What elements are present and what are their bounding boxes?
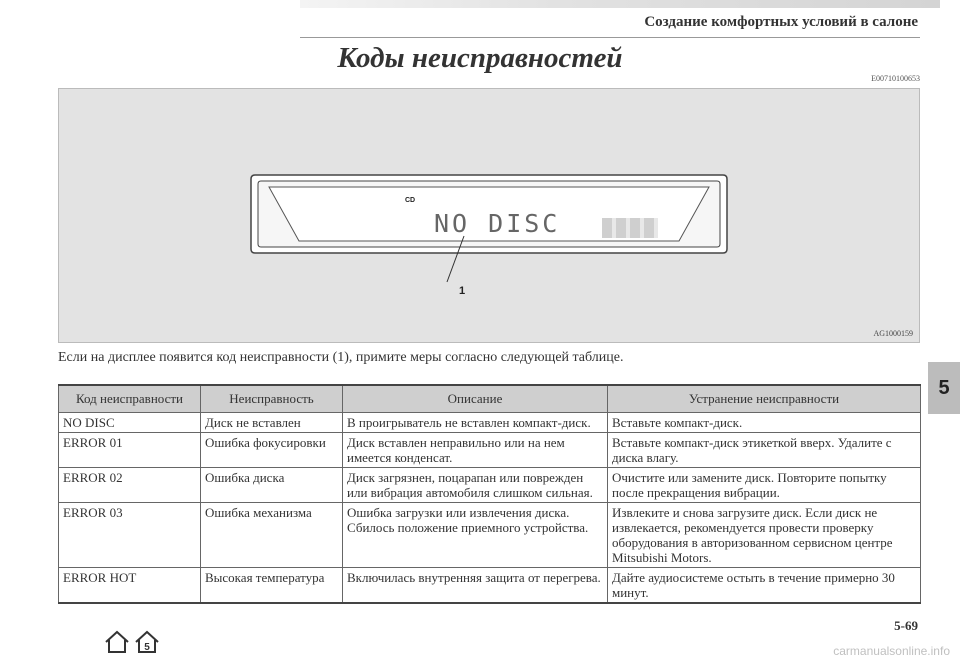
- fault-cell: Ошибка диска: [201, 468, 343, 503]
- remedy-cell: Очистите или замените диск. Повторите попытку после прекращения вибрации.: [608, 468, 921, 503]
- document-id: E00710100653: [871, 74, 920, 83]
- figure-code: AG1000159: [873, 329, 913, 338]
- description-cell: В проигрыватель не вставлен компакт-диск.: [343, 413, 608, 433]
- callout-number: 1: [459, 285, 466, 297]
- fault-cell: Диск не вставлен: [201, 413, 343, 433]
- table-row: [59, 568, 921, 604]
- error-code-cell: NO DISC: [59, 413, 201, 433]
- table-row: [59, 468, 921, 503]
- error-code-cell: ERROR HOT: [59, 568, 201, 604]
- remedy-cell: Дайте аудиосистеме остыть в течение примерно 30 минут.: [608, 568, 921, 604]
- top-decorative-band: [300, 0, 940, 8]
- error-code-cell: ERROR 03: [59, 503, 201, 568]
- remedy-cell: Вставьте компакт-диск этикеткой вверх. Удалите с диска влагу.: [608, 433, 921, 468]
- watermark: carmanualsonline.info: [833, 644, 950, 658]
- table-row: [59, 413, 921, 433]
- fault-cell: Ошибка механизма: [201, 503, 343, 568]
- fault-cell: Высокая температура: [201, 568, 343, 604]
- display-illustration: [58, 88, 920, 343]
- section-5-icon[interactable]: [136, 632, 158, 653]
- error-codes-table: [58, 384, 921, 604]
- column-header: Неисправность: [201, 385, 343, 413]
- section-5-label: 5: [144, 642, 150, 653]
- description-cell: Диск вставлен неправильно или на нем имеется конденсат.: [343, 433, 608, 468]
- display-readout: NO DISC: [434, 209, 561, 238]
- cd-indicator: CD: [405, 197, 416, 204]
- remedy-cell: Вставьте компакт-диск.: [608, 413, 921, 433]
- table-header-row: [59, 385, 921, 413]
- description-cell: Диск загрязнен, поцарапан или поврежден или вибрация автомобиля слишком сильная.: [343, 468, 608, 503]
- column-header: Устранение неисправности: [608, 385, 921, 413]
- navigation-icons: [103, 630, 183, 659]
- section-tab: 5: [928, 362, 960, 414]
- fault-cell: Ошибка фокусировки: [201, 433, 343, 468]
- page-number: 5-69: [894, 618, 918, 633]
- column-header: Код неисправности: [59, 385, 201, 413]
- error-code-cell: ERROR 01: [59, 433, 201, 468]
- description-cell: Включилась внутренняя защита от перегрева.: [343, 568, 608, 604]
- table-row: [59, 503, 921, 568]
- error-code-cell: ERROR 02: [59, 468, 201, 503]
- page-title: Коды неисправностей: [337, 42, 623, 74]
- table-row: [59, 433, 921, 468]
- remedy-cell: Извлеките и снова загрузите диск. Если диск не извлекается, рекомендуется провести проверку оборудования в авторизованном сервисном центре Mitsubishi Motors.: [608, 503, 921, 568]
- header-divider: [300, 37, 920, 38]
- home-icon[interactable]: [106, 632, 128, 652]
- inactive-display-segments: [602, 218, 658, 238]
- description-cell: Ошибка загрузки или извлечения диска. Сбилось положение приемного устройства.: [343, 503, 608, 568]
- intro-paragraph: Если на дисплее появится код неисправности (1), примите меры согласно следующей таблице.: [58, 350, 624, 365]
- column-header: Описание: [343, 385, 608, 413]
- running-head: Создание комфортных условий в салоне: [644, 14, 918, 30]
